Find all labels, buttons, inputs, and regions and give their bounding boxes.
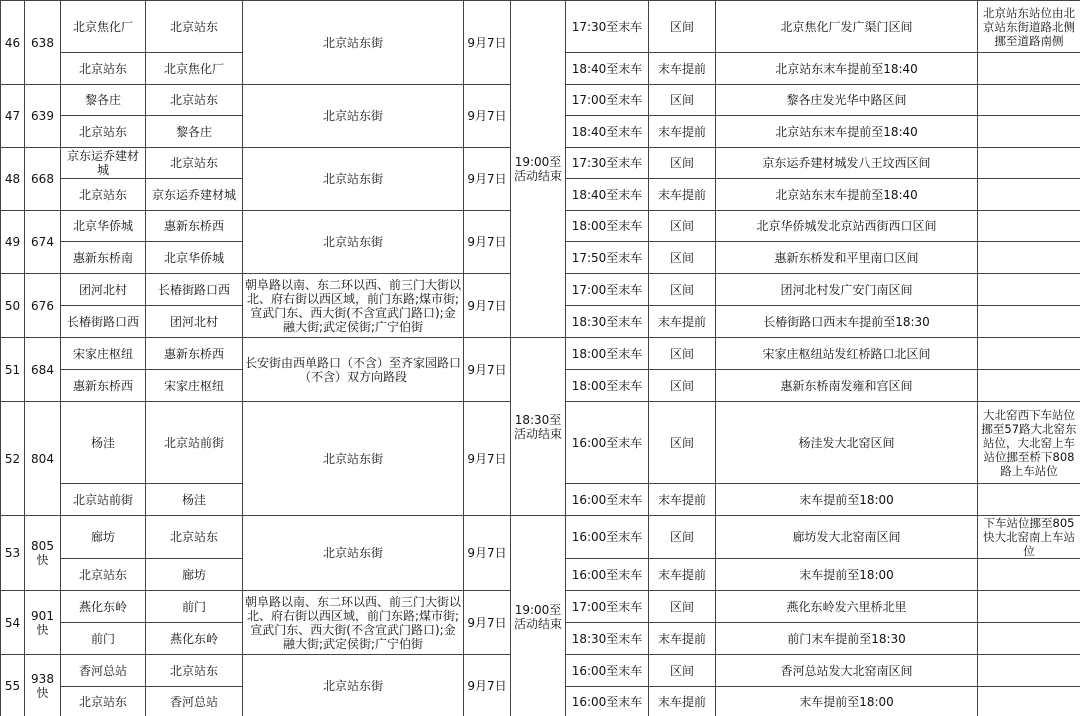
stop-note-cell: 北京站东站位由北京站东街道路北侧挪至道路南侧 bbox=[978, 1, 1080, 53]
to-station-cell: 惠新东桥西 bbox=[146, 338, 243, 370]
adjust-type-cell: 末车提前 bbox=[649, 306, 716, 338]
stop-note-cell: 大北窑西下车站位挪至57路大北窑东站位，大北窑上车站位挪至桥下808路上车站位 bbox=[978, 402, 1080, 484]
adjust-type-cell: 区间 bbox=[649, 148, 716, 179]
from-station-cell: 长椿街路口西 bbox=[61, 306, 146, 338]
adjust-detail-cell: 前门末车提前至18:30 bbox=[716, 623, 978, 655]
date-cell: 9月7日 bbox=[464, 85, 511, 148]
to-station-cell: 杨洼 bbox=[146, 484, 243, 516]
to-station-cell: 黎各庄 bbox=[146, 116, 243, 148]
adjust-time-cell: 17:00至末车 bbox=[566, 274, 649, 306]
adjust-type-cell: 区间 bbox=[649, 402, 716, 484]
from-station-cell: 黎各庄 bbox=[61, 85, 146, 116]
date-cell: 9月7日 bbox=[464, 1, 511, 85]
control-area-cell: 北京站东街 bbox=[243, 655, 464, 716]
line-number-cell: 674 bbox=[25, 211, 61, 274]
row-number-cell: 46 bbox=[1, 1, 25, 85]
stop-note-cell bbox=[978, 655, 1080, 687]
adjust-detail-cell: 北京站东末车提前至18:40 bbox=[716, 53, 978, 85]
stop-note-cell bbox=[978, 53, 1080, 85]
row-number-cell: 50 bbox=[1, 274, 25, 338]
adjust-type-cell: 区间 bbox=[649, 338, 716, 370]
to-station-cell: 廊坊 bbox=[146, 559, 243, 591]
adjust-time-cell: 18:00至末车 bbox=[566, 211, 649, 242]
stop-note-cell bbox=[978, 591, 1080, 623]
control-period-cell: 19:00至 活动结束 bbox=[511, 516, 566, 716]
control-area-cell: 北京站东街 bbox=[243, 85, 464, 148]
adjust-detail-cell: 燕化东岭发六里桥北里 bbox=[716, 591, 978, 623]
to-station-cell: 北京站前街 bbox=[146, 402, 243, 484]
stop-note-cell bbox=[978, 623, 1080, 655]
to-station-cell: 北京华侨城 bbox=[146, 242, 243, 274]
adjust-type-cell: 末车提前 bbox=[649, 687, 716, 716]
from-station-cell: 京东运乔建材城 bbox=[61, 148, 146, 179]
from-station-cell: 团河北村 bbox=[61, 274, 146, 306]
adjust-type-cell: 末车提前 bbox=[649, 179, 716, 211]
adjust-detail-cell: 宋家庄枢纽站发红桥路口北区间 bbox=[716, 338, 978, 370]
adjust-time-cell: 18:00至末车 bbox=[566, 338, 649, 370]
adjust-time-cell: 18:00至末车 bbox=[566, 370, 649, 402]
control-area-cell: 北京站东街 bbox=[243, 402, 464, 516]
row-number-cell: 52 bbox=[1, 402, 25, 516]
to-station-cell: 北京站东 bbox=[146, 655, 243, 687]
to-station-cell: 北京站东 bbox=[146, 85, 243, 116]
to-station-cell: 北京站东 bbox=[146, 516, 243, 559]
from-station-cell: 宋家庄枢纽 bbox=[61, 338, 146, 370]
from-station-cell: 北京华侨城 bbox=[61, 211, 146, 242]
line-number-cell: 805 快 bbox=[25, 516, 61, 591]
to-station-cell: 京东运乔建材城 bbox=[146, 179, 243, 211]
from-station-cell: 惠新东桥西 bbox=[61, 370, 146, 402]
adjust-type-cell: 区间 bbox=[649, 242, 716, 274]
stop-note-cell bbox=[978, 484, 1080, 516]
to-station-cell: 长椿街路口西 bbox=[146, 274, 243, 306]
to-station-cell: 北京站东 bbox=[146, 1, 243, 53]
to-station-cell: 北京焦化厂 bbox=[146, 53, 243, 85]
to-station-cell: 香河总站 bbox=[146, 687, 243, 716]
adjust-detail-cell: 长椿街路口西末车提前至18:30 bbox=[716, 306, 978, 338]
date-cell: 9月7日 bbox=[464, 148, 511, 211]
line-number-cell: 676 bbox=[25, 274, 61, 338]
to-station-cell: 前门 bbox=[146, 591, 243, 623]
adjust-type-cell: 区间 bbox=[649, 274, 716, 306]
to-station-cell: 宋家庄枢纽 bbox=[146, 370, 243, 402]
line-number-cell: 668 bbox=[25, 148, 61, 211]
from-station-cell: 北京站东 bbox=[61, 53, 146, 85]
adjust-detail-cell: 团河北村发广安门南区间 bbox=[716, 274, 978, 306]
control-area-cell: 北京站东街 bbox=[243, 1, 464, 85]
row-number-cell: 51 bbox=[1, 338, 25, 402]
line-number-cell: 684 bbox=[25, 338, 61, 402]
adjust-type-cell: 末车提前 bbox=[649, 559, 716, 591]
from-station-cell: 北京站前街 bbox=[61, 484, 146, 516]
adjust-detail-cell: 北京焦化厂发广渠门区间 bbox=[716, 1, 978, 53]
adjust-type-cell: 区间 bbox=[649, 516, 716, 559]
adjust-time-cell: 17:30至末车 bbox=[566, 148, 649, 179]
adjust-type-cell: 区间 bbox=[649, 591, 716, 623]
row-number-cell: 47 bbox=[1, 85, 25, 148]
line-number-cell: 639 bbox=[25, 85, 61, 148]
control-area-cell: 北京站东街 bbox=[243, 148, 464, 211]
adjust-type-cell: 末车提前 bbox=[649, 53, 716, 85]
stop-note-cell: 下车站位挪至805快大北窑南上车站位 bbox=[978, 516, 1080, 559]
adjust-time-cell: 18:30至末车 bbox=[566, 623, 649, 655]
adjust-type-cell: 末车提前 bbox=[649, 484, 716, 516]
line-number-cell: 938 快 bbox=[25, 655, 61, 716]
stop-note-cell bbox=[978, 687, 1080, 716]
date-cell: 9月7日 bbox=[464, 516, 511, 591]
to-station-cell: 团河北村 bbox=[146, 306, 243, 338]
adjust-detail-cell: 京东运乔建材城发八王坟西区间 bbox=[716, 148, 978, 179]
adjust-detail-cell: 末车提前至18:00 bbox=[716, 559, 978, 591]
adjust-type-cell: 区间 bbox=[649, 85, 716, 116]
table-row bbox=[1, 338, 1080, 370]
adjust-time-cell: 16:00至末车 bbox=[566, 516, 649, 559]
stop-note-cell bbox=[978, 559, 1080, 591]
adjust-detail-cell: 北京华侨城发北京站西街西口区间 bbox=[716, 211, 978, 242]
row-number-cell: 49 bbox=[1, 211, 25, 274]
stop-note-cell bbox=[978, 148, 1080, 179]
adjust-time-cell: 16:00至末车 bbox=[566, 484, 649, 516]
adjust-detail-cell: 末车提前至18:00 bbox=[716, 484, 978, 516]
row-number-cell: 53 bbox=[1, 516, 25, 591]
to-station-cell: 燕化东岭 bbox=[146, 623, 243, 655]
adjust-detail-cell: 北京站东末车提前至18:40 bbox=[716, 116, 978, 148]
stop-note-cell bbox=[978, 370, 1080, 402]
adjust-time-cell: 16:00至末车 bbox=[566, 687, 649, 716]
date-cell: 9月7日 bbox=[464, 591, 511, 655]
control-period-cell: 19:00至 活动结束 bbox=[511, 1, 566, 338]
adjust-time-cell: 16:00至末车 bbox=[566, 559, 649, 591]
table-row bbox=[1, 1, 1080, 53]
from-station-cell: 北京焦化厂 bbox=[61, 1, 146, 53]
stop-note-cell bbox=[978, 179, 1080, 211]
adjust-time-cell: 18:40至末车 bbox=[566, 53, 649, 85]
from-station-cell: 北京站东 bbox=[61, 559, 146, 591]
control-area-cell: 长安街由西单路口（不含）至齐家园路口（不含）双方向路段 bbox=[243, 338, 464, 402]
row-number-cell: 48 bbox=[1, 148, 25, 211]
to-station-cell: 惠新东桥西 bbox=[146, 211, 243, 242]
from-station-cell: 杨洼 bbox=[61, 402, 146, 484]
adjust-time-cell: 16:00至末车 bbox=[566, 655, 649, 687]
line-number-cell: 901 快 bbox=[25, 591, 61, 655]
adjust-type-cell: 区间 bbox=[649, 211, 716, 242]
date-cell: 9月7日 bbox=[464, 338, 511, 402]
from-station-cell: 北京站东 bbox=[61, 116, 146, 148]
adjust-type-cell: 末车提前 bbox=[649, 623, 716, 655]
adjust-type-cell: 区间 bbox=[649, 1, 716, 53]
stop-note-cell bbox=[978, 242, 1080, 274]
adjust-time-cell: 17:50至末车 bbox=[566, 242, 649, 274]
stop-note-cell bbox=[978, 116, 1080, 148]
adjust-type-cell: 区间 bbox=[649, 655, 716, 687]
stop-note-cell bbox=[978, 306, 1080, 338]
row-number-cell: 54 bbox=[1, 591, 25, 655]
adjust-time-cell: 17:30至末车 bbox=[566, 1, 649, 53]
from-station-cell: 燕化东岭 bbox=[61, 591, 146, 623]
from-station-cell: 香河总站 bbox=[61, 655, 146, 687]
stop-note-cell bbox=[978, 274, 1080, 306]
control-area-cell: 朝阜路以南、东二环以西、前三门大街以北、府右街以西区域，前门东路;煤市街;宣武门东、西大街(不含宣武门路口);金融大街;武定侯街;广宁伯街 bbox=[243, 274, 464, 338]
stop-note-cell bbox=[978, 211, 1080, 242]
adjust-detail-cell: 惠新东桥发和平里南口区间 bbox=[716, 242, 978, 274]
adjust-time-cell: 18:30至末车 bbox=[566, 306, 649, 338]
adjust-type-cell: 末车提前 bbox=[649, 116, 716, 148]
adjust-time-cell: 18:40至末车 bbox=[566, 116, 649, 148]
to-station-cell: 北京站东 bbox=[146, 148, 243, 179]
control-area-cell: 北京站东街 bbox=[243, 211, 464, 274]
adjust-time-cell: 16:00至末车 bbox=[566, 402, 649, 484]
adjust-detail-cell: 黎各庄发光华中路区间 bbox=[716, 85, 978, 116]
date-cell: 9月7日 bbox=[464, 211, 511, 274]
adjust-detail-cell: 廊坊发大北窑南区间 bbox=[716, 516, 978, 559]
adjust-time-cell: 17:00至末车 bbox=[566, 85, 649, 116]
adjust-detail-cell: 北京站东末车提前至18:40 bbox=[716, 179, 978, 211]
adjust-detail-cell: 末车提前至18:00 bbox=[716, 687, 978, 716]
date-cell: 9月7日 bbox=[464, 655, 511, 716]
control-period-cell: 18:30至 活动结束 bbox=[511, 338, 566, 516]
adjust-detail-cell: 惠新东桥南发雍和宫区间 bbox=[716, 370, 978, 402]
row-number-cell: 55 bbox=[1, 655, 25, 716]
line-number-cell: 804 bbox=[25, 402, 61, 516]
stop-note-cell bbox=[978, 85, 1080, 116]
adjust-time-cell: 18:40至末车 bbox=[566, 179, 649, 211]
stop-note-cell bbox=[978, 338, 1080, 370]
date-cell: 9月7日 bbox=[464, 402, 511, 516]
adjust-time-cell: 17:00至末车 bbox=[566, 591, 649, 623]
control-area-cell: 朝阜路以南、东二环以西、前三门大街以北、府右街以西区域，前门东路;煤市街;宣武门东、西大街(不含宣武门路口);金融大街;武定侯街;广宁伯街 bbox=[243, 591, 464, 655]
from-station-cell: 廊坊 bbox=[61, 516, 146, 559]
adjust-detail-cell: 杨洼发大北窑区间 bbox=[716, 402, 978, 484]
from-station-cell: 北京站东 bbox=[61, 687, 146, 716]
date-cell: 9月7日 bbox=[464, 274, 511, 338]
line-number-cell: 638 bbox=[25, 1, 61, 85]
control-area-cell: 北京站东街 bbox=[243, 516, 464, 591]
adjust-type-cell: 区间 bbox=[649, 370, 716, 402]
from-station-cell: 北京站东 bbox=[61, 179, 146, 211]
from-station-cell: 前门 bbox=[61, 623, 146, 655]
adjust-detail-cell: 香河总站发大北窑南区间 bbox=[716, 655, 978, 687]
from-station-cell: 惠新东桥南 bbox=[61, 242, 146, 274]
table-row bbox=[1, 516, 1080, 559]
schedule-table-body bbox=[1, 1, 1080, 716]
